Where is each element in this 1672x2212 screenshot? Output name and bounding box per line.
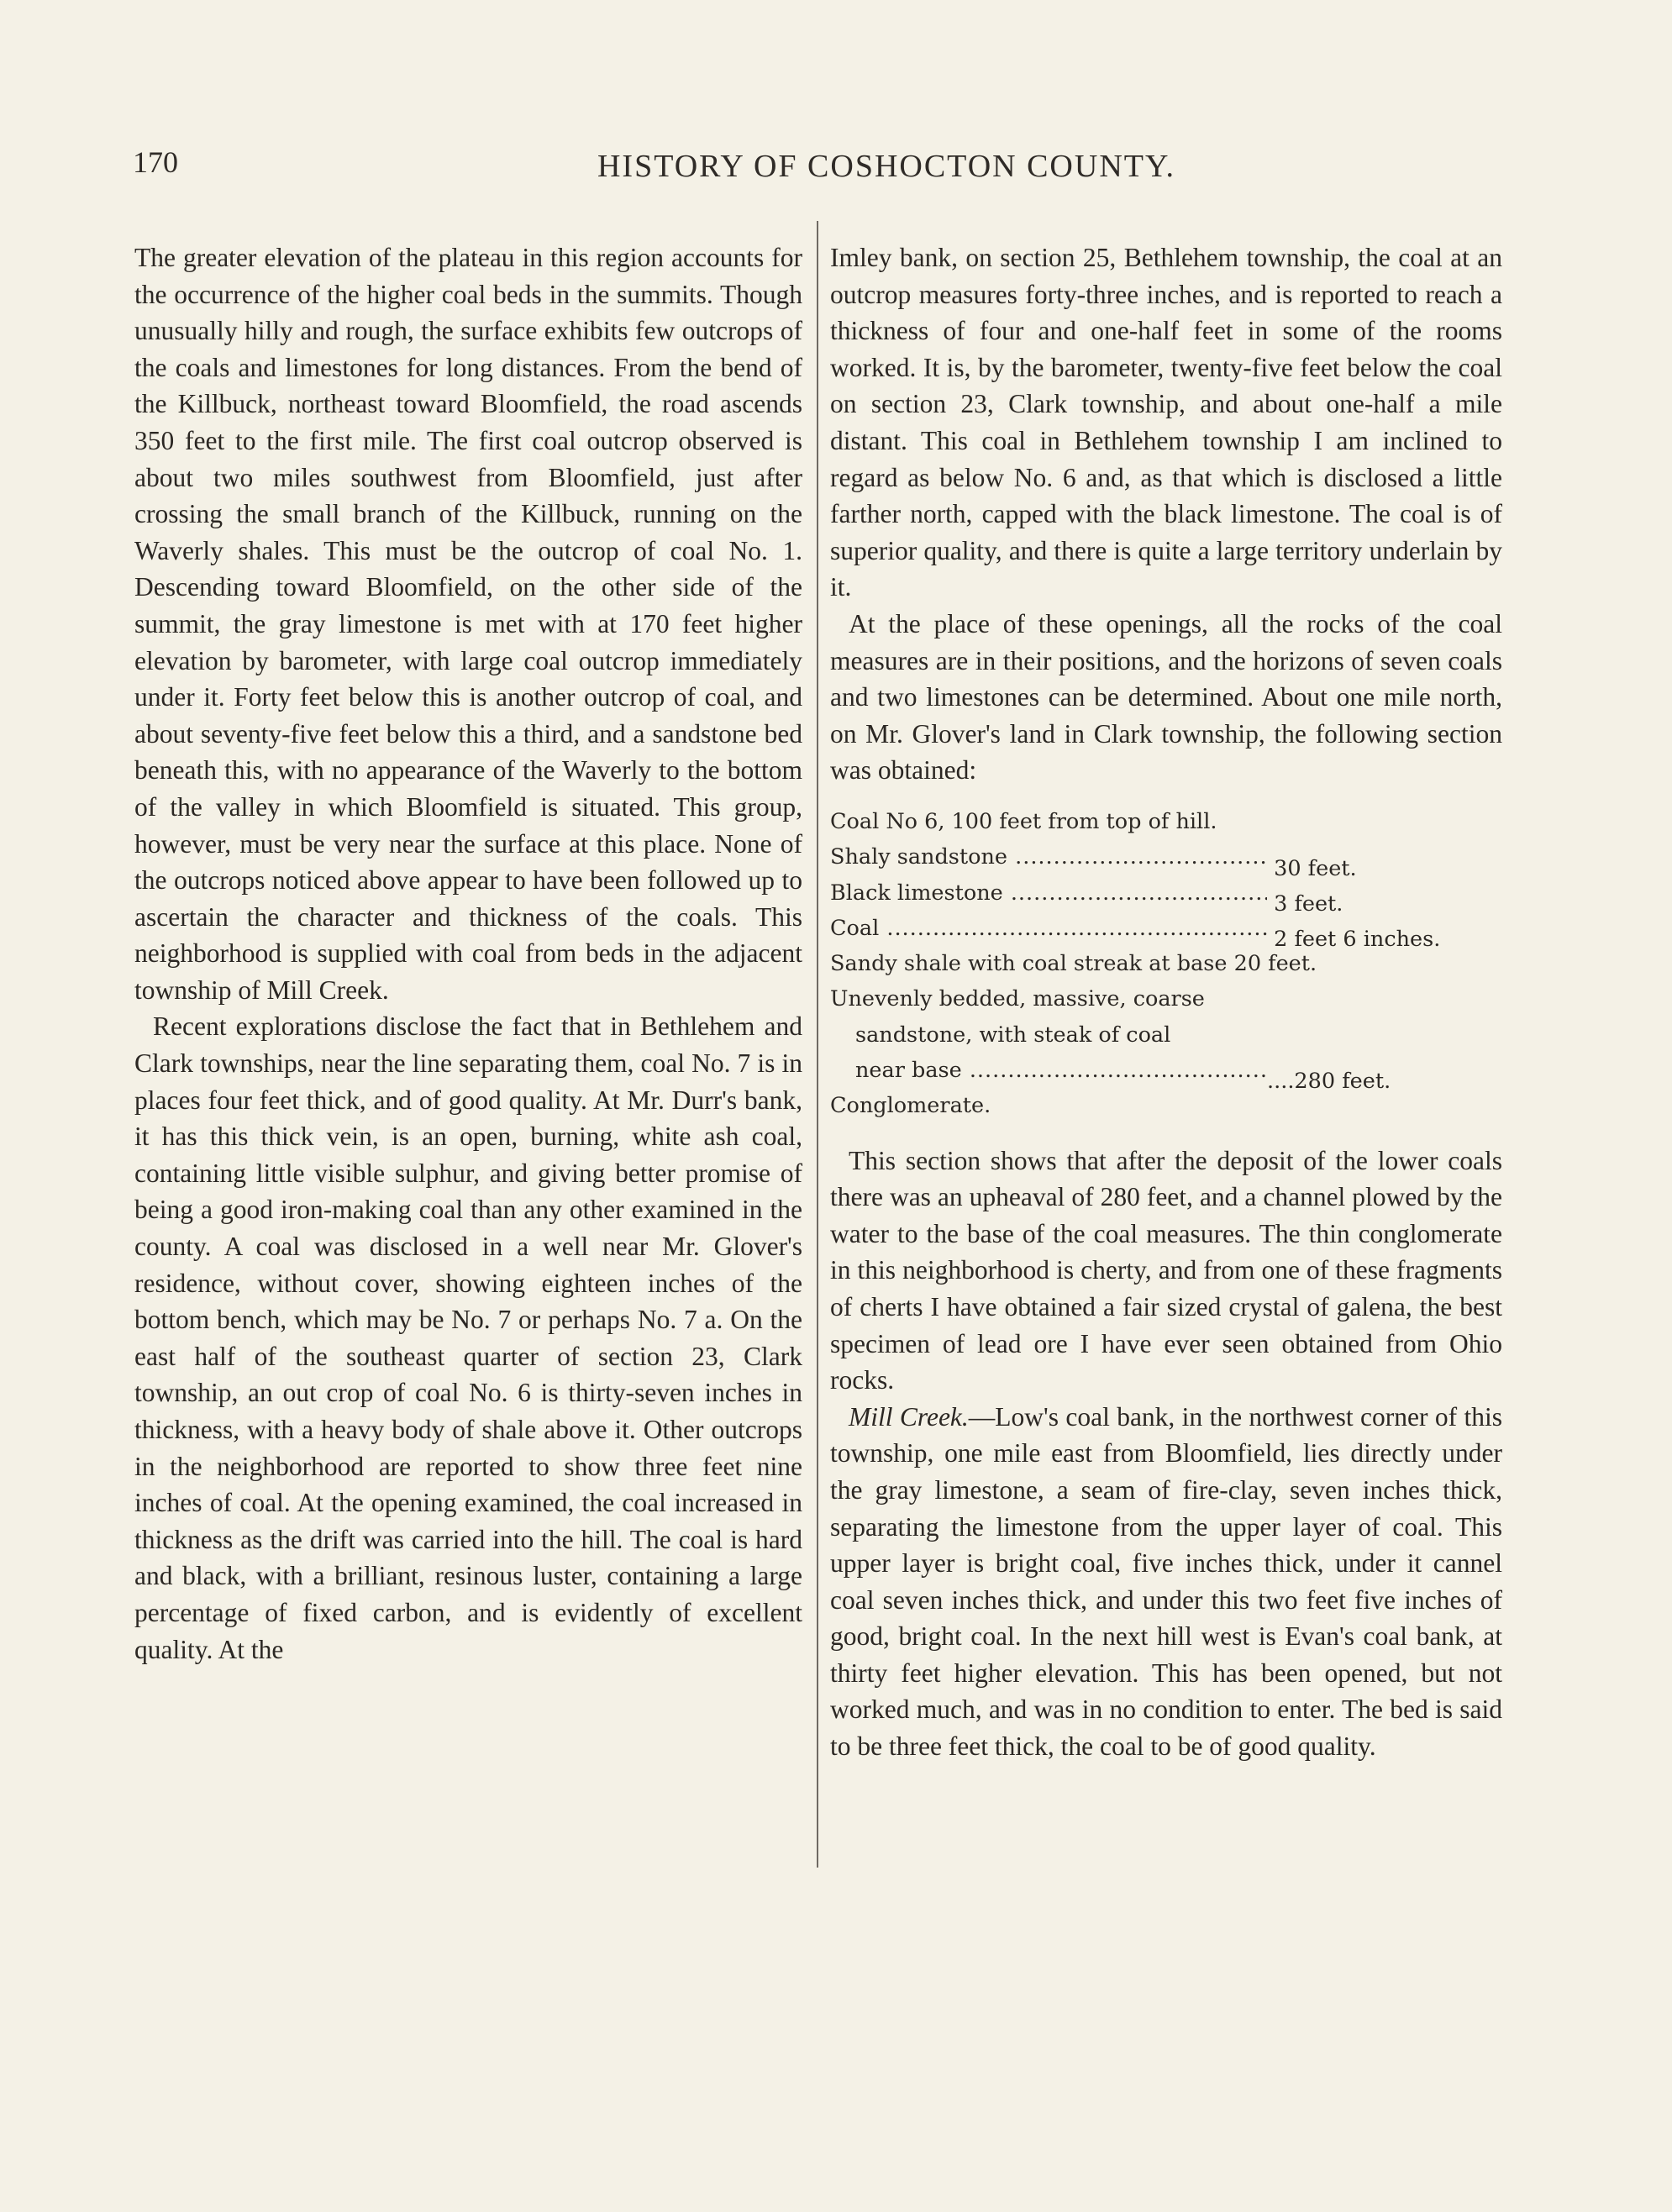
- paragraph: At the place of these openings, all the rocks of the coal measures are in their positions, and the horizons of seven coals and two limestones can be determined. About one mile north, on Mr. Glover's land in Clark township, the following section was obtained:: [830, 608, 1502, 785]
- paragraph: This section shows that after the deposit of the lower coals there was an upheaval of 280 feet, and a channel plowed by the water to the base of the coal measures. The thin conglomerate in this neighborhood is cherty, and from one of these fragments of cherts I have obtained a fair sized crystal of galena, the best specimen of lead ore I have ever seen obtained from Ohio rocks.: [830, 1145, 1502, 1395]
- running-title: HISTORY OF COSHOCTON COUNTY.: [597, 149, 1176, 184]
- paragraph-text: —Low's coal bank, in the northwest corner of this township, one mile east from Bloomfield, lies directly under the gray limestone, a seam of fire-clay, seven inches thick, separating the limestone from the upper layer of coal. This upper layer is bright coal, five inches thick, under it cannel coal seven inches thick, and under this two feet five inches of good, bright coal. In the next hill west is Evan's coal bank, at thirty feet higher elevation. This has been opened, but not worked much, and was in no condition to enter. The bed is said to be three feet thick, the coal to be of good quality.: [830, 1401, 1502, 1762]
- layer-name: Black limestone .....: [830, 875, 1267, 911]
- section-row: [830, 875, 1502, 917]
- page-number: 170: [133, 145, 178, 179]
- layer-thickness: 2 feet 6 inches.: [1274, 927, 1441, 953]
- paragraph: Imley bank, on section 25, Bethlehem township, the coal at an outcrop measures forty-three inches, and is reported to reach a thickness of four and one-half feet in some of the rooms worked. It is, by the barometer, twenty-five feet below the coal on section 23, Clark township, and about one-half a mile distant. This coal in Bethlehem township I am inclined to regard as below No. 6 and, as that which is disclosed a little farther north, capped with the black limestone. The coal is of superior quality, and there is quite a large territory underlain by it.: [830, 243, 1502, 602]
- column-divider: [817, 221, 818, 1868]
- section-row: Conglomerate.: [830, 1093, 991, 1119]
- paragraph: Recent explorations disclose the fact that in Bethlehem and Clark townships, near the line separating them, coal No. 7 is in places four feet thick, and of good quality. At Mr. Durr's bank, it has this thick vein, is an open, burning, white ash coal, containing little visible sulphur, and giving better promise of being a good iron-making coal than any other examined in the county. A coal was disclosed in a well near Mr. Glover's residence, without cover, showing eighteen inches of the bottom bench, which may be No. 7 or perhaps No. 7 a. On the east half of the southeast quarter of section 23, Clark township, an out crop of coal No. 6 is thirty-seven inches in thickness, with a heavy body of shale above it. Other outcrops in the neighborhood are reported to show three feet nine inches of coal. At the opening examined, the coal increased in thickness as the drift was carried into the hill. The coal is hard and black, with a brilliant, resinous luster, containing a large percentage of fixed carbon, and is evidently of excellent quality. At the: [134, 1011, 802, 1664]
- layer-name: Coal .....: [830, 911, 1267, 946]
- section-row: Coal No 6, 100 feet from top of hill.: [830, 808, 1217, 834]
- layer-name: near base .....: [855, 1053, 1267, 1088]
- section-row: [830, 1053, 1502, 1095]
- section-row: [830, 839, 1502, 881]
- paragraph: The greater elevation of the plateau in this region accounts for the occurrence of the higher coal beds in the summits. Though unusually hilly and rough, the surface exhibits few outcrops of the coals and limestones for long distances. From the bend of the Killbuck, northeast toward Bloomfield, the road ascends 350 feet to the first mile. The first coal outcrop observed is about two miles southwest from Bloomfield, just after crossing the small branch of the Killbuck, running on the Waverly shales. This must be the outcrop of coal No. 1. Descending toward Bloomfield, on the other side of the summit, the gray limestone is met with at 170 feet higher elevation by barometer, with large coal outcrop immediately under it. Forty feet below this is another outcrop of coal, and about seventy-five feet below this a third, and a sandstone bed beneath this, with no appearance of the Waverly to the bottom of the valley in which Bloomfield is situated. This group, however, must be very near the surface at this place. None of the outcrops noticed above appear to have been followed up to ascertain the character and thickness of the coals. This neighborhood is supplied with coal from beds in the adjacent township of Mill Creek.: [134, 243, 802, 1005]
- section-row: Unevenly bedded, massive, coarse: [830, 986, 1205, 1012]
- section-heading: Mill Creek.: [849, 1401, 969, 1432]
- layer-thickness: 30 feet.: [1274, 855, 1357, 881]
- section-row: sandstone, with steak of coal: [855, 1022, 1171, 1048]
- layer-name: Shaly sandstone .....: [830, 839, 1267, 875]
- left-column: [134, 239, 802, 1668]
- layer-thickness: 3 feet.: [1274, 891, 1343, 917]
- geologic-section-table: [830, 804, 1502, 1124]
- paragraph: [830, 1399, 1502, 1765]
- layer-thickness: ....280 feet.: [1267, 1069, 1391, 1095]
- section-row: [830, 911, 1502, 953]
- section-row: Sandy shale with coal streak at base 20 feet.: [830, 951, 1317, 977]
- right-column: [830, 239, 1502, 1765]
